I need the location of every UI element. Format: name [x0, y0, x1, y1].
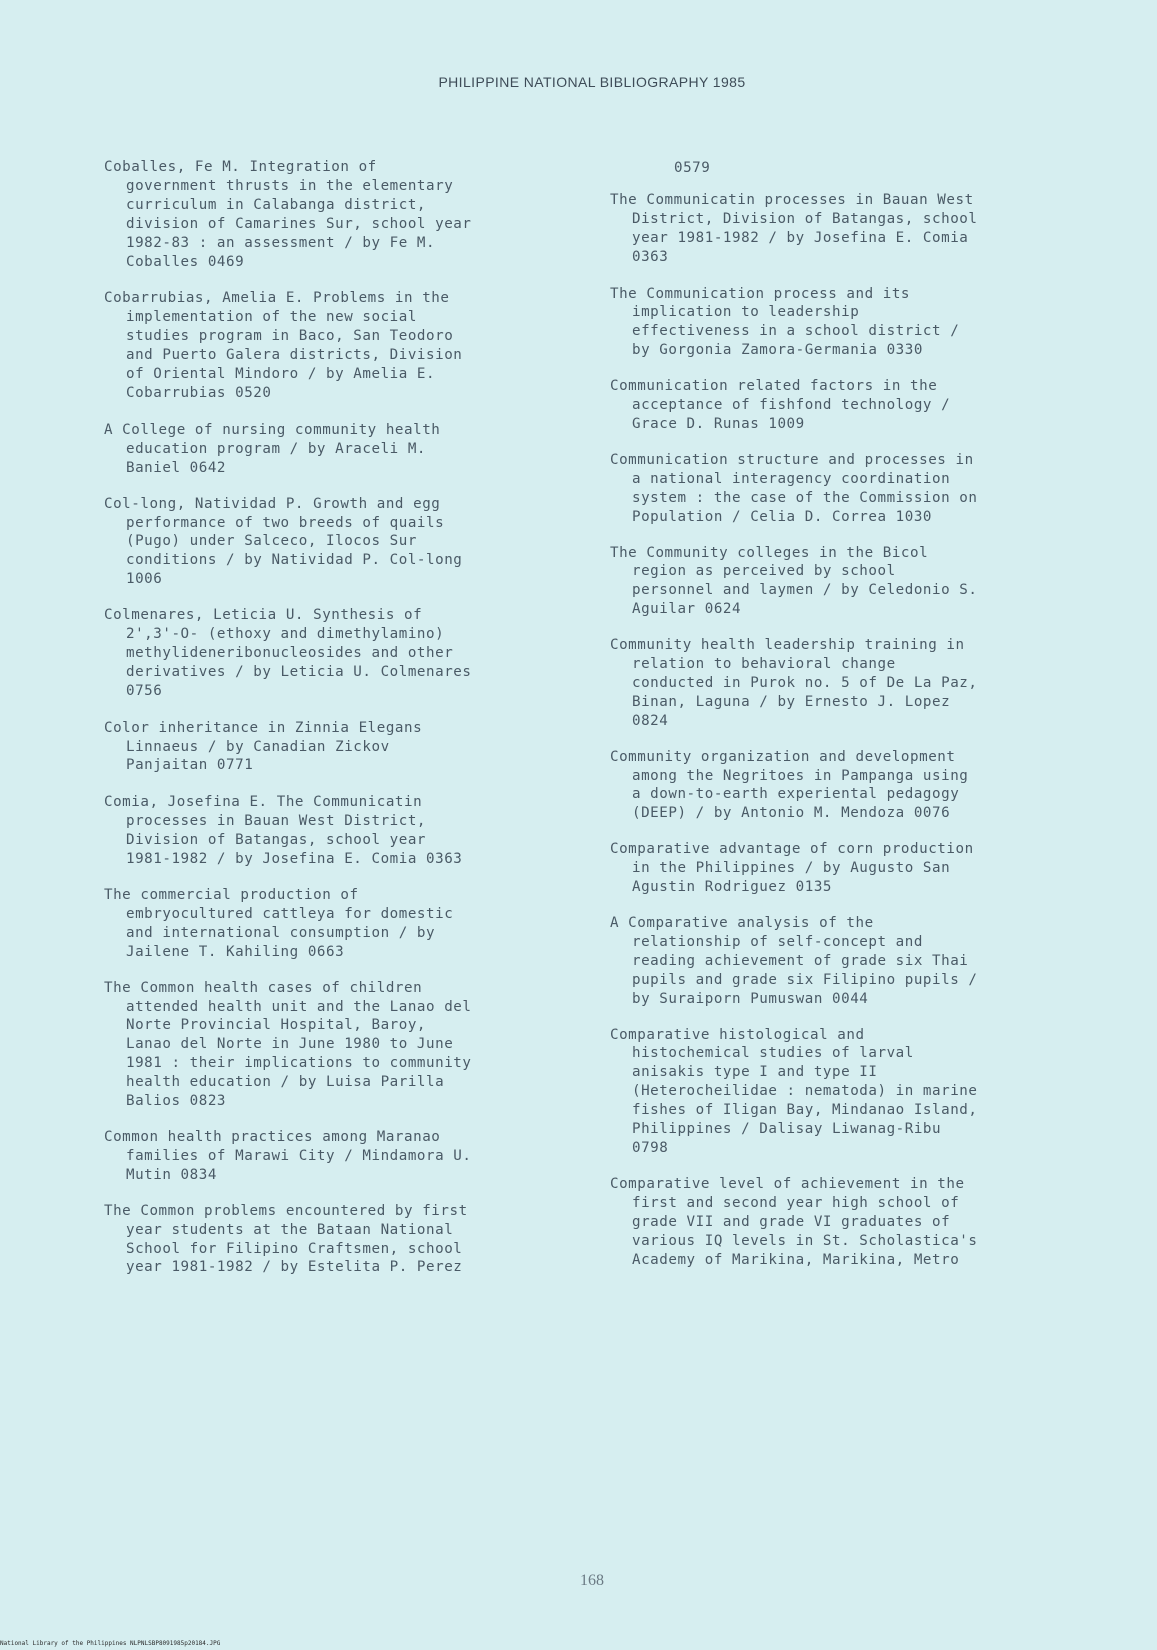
- entry-left-9: The Common health cases of children attended health unit and the Lanao del Norte Provincial Hospital, Baroy, Lanao del Norte in June 1980 to June 1981 : their implications to community health education / by Luisa Parilla Balios 0823: [104, 979, 472, 1110]
- entry-right-5: Communication structure and processes in a national interagency coordination system : the case of the Commission on Population / Celia D. Correa 1030: [610, 451, 978, 525]
- entry-right-8: Community organization and development among the Negritoes in Pampanga using a down-to-earth experiental pedagogy (DEEP) / by Antonio M. Mendoza 0076: [610, 748, 969, 822]
- entry-right-6: The Community colleges in the Bicol region as perceived by school personnel and laymen / by Celedonio S. Aguilar 0624: [610, 544, 978, 618]
- entry-right-12: Comparative level of achievement in the first and second year high school of grade VII and grade VI graduates of various IQ levels in St. Scholastica's Academy of Marikina, Marikina, Metro: [610, 1175, 978, 1268]
- entry-left-1: Coballes, Fe M. Integration of government thrusts in the elementary curriculum in Calabanga district, division of Camarines Sur, school year 1982-83 : an assessment / by Fe M. Coballes 0469: [104, 159, 472, 270]
- entry-right-11: Comparative histological and histochemical studies of larval anisakis type I and type II (Heterocheilidae : nematoda) in marine fishes of Iligan Bay, Mindanao Island, Philippines / Dalisay Liwanag-Ribu 0798: [610, 1026, 978, 1156]
- entry-right-7: Community health leadership training in relation to behavioral change conducted in Purok no. 5 of De La Paz, Binan, Laguna / by Ernesto J. Lopez 0824: [610, 637, 978, 729]
- entry-left-7: Comia, Josefina E. The Communicatin processes in Bauan West District, Division of Batangas, school year 1981-1982 / by Josefina E. Comia 0363: [104, 794, 463, 868]
- page-header: PHILIPPINE NATIONAL BIBLIOGRAPHY 1985: [438, 74, 746, 90]
- entry-left-11: The Common problems encountered by first year students at the Bataan National School for Filipino Craftsmen, school year 1981-1982 / by Estelita P. Perez: [104, 1202, 468, 1276]
- entry-left-8: The commercial production of embryocultured cattleya for domestic and international consumption / by Jailene T. Kahiling 0663: [104, 887, 454, 960]
- entry-right-9: Comparative advantage of corn production in the Philippines / by Augusto San Agustin Rodriguez 0135: [610, 841, 974, 896]
- entry-left-6: Color inheritance in Zinnia Elegans Linnaeus / by Canadian Zickov Panjaitan 0771: [104, 719, 423, 774]
- entry-left-3: A College of nursing community health education program / by Araceli M. Baniel 0642: [104, 421, 441, 476]
- left-column: [104, 158, 574, 1277]
- entry-right-2: The Communicatin processes in Bauan West District, Division of Batangas, school year 1981-1982 / by Josefina E. Comia 0363: [610, 191, 978, 265]
- entry-right-3: The Communication process and its implication to leadership effectiveness in a school district / by Gorgonia Zamora-Germania 0330: [610, 285, 960, 359]
- entry-left-4: Col-long, Natividad P. Growth and egg performance of two breeds of quails (Pugo) under Salceco, Ilocos Sur conditions / by Natividad P. Col-long 1006: [104, 495, 463, 588]
- entry-right-1: 0579: [674, 160, 711, 176]
- page-number: 168: [580, 1572, 604, 1589]
- entry-right-4: Communication related factors in the acceptance of fishfond technology / Grace D. Runas 1009: [610, 378, 951, 432]
- right-column: [610, 159, 1080, 1269]
- entry-right-10: A Comparative analysis of the relationship of self-concept and reading achievement of grade six Thai pupils and grade six Filipino pupils / by Suraiporn Pumuswan 0044: [610, 915, 978, 1007]
- scan-footer: National Library of the Philippines NLPNLSBP8091985p20184.JPG: [0, 1640, 221, 1647]
- entry-left-5: Colmenares, Leticia U. Synthesis of 2',3'-O- (ethoxy and dimethylamino) methylideneribonucleosides and other derivatives / by Leticia U. Colmenares 0756: [104, 607, 472, 699]
- entry-left-2: Cobarrubias, Amelia E. Problems in the implementation of the new social studies program in Baco, San Teodoro and Puerto Galera districts, Division of Oriental Mindoro / by Amelia E. Cobarrubias 0520: [104, 290, 463, 401]
- entry-left-10: Common health practices among Maranao families of Marawi City / Mindamora U. Mutin 0834: [104, 1128, 472, 1183]
